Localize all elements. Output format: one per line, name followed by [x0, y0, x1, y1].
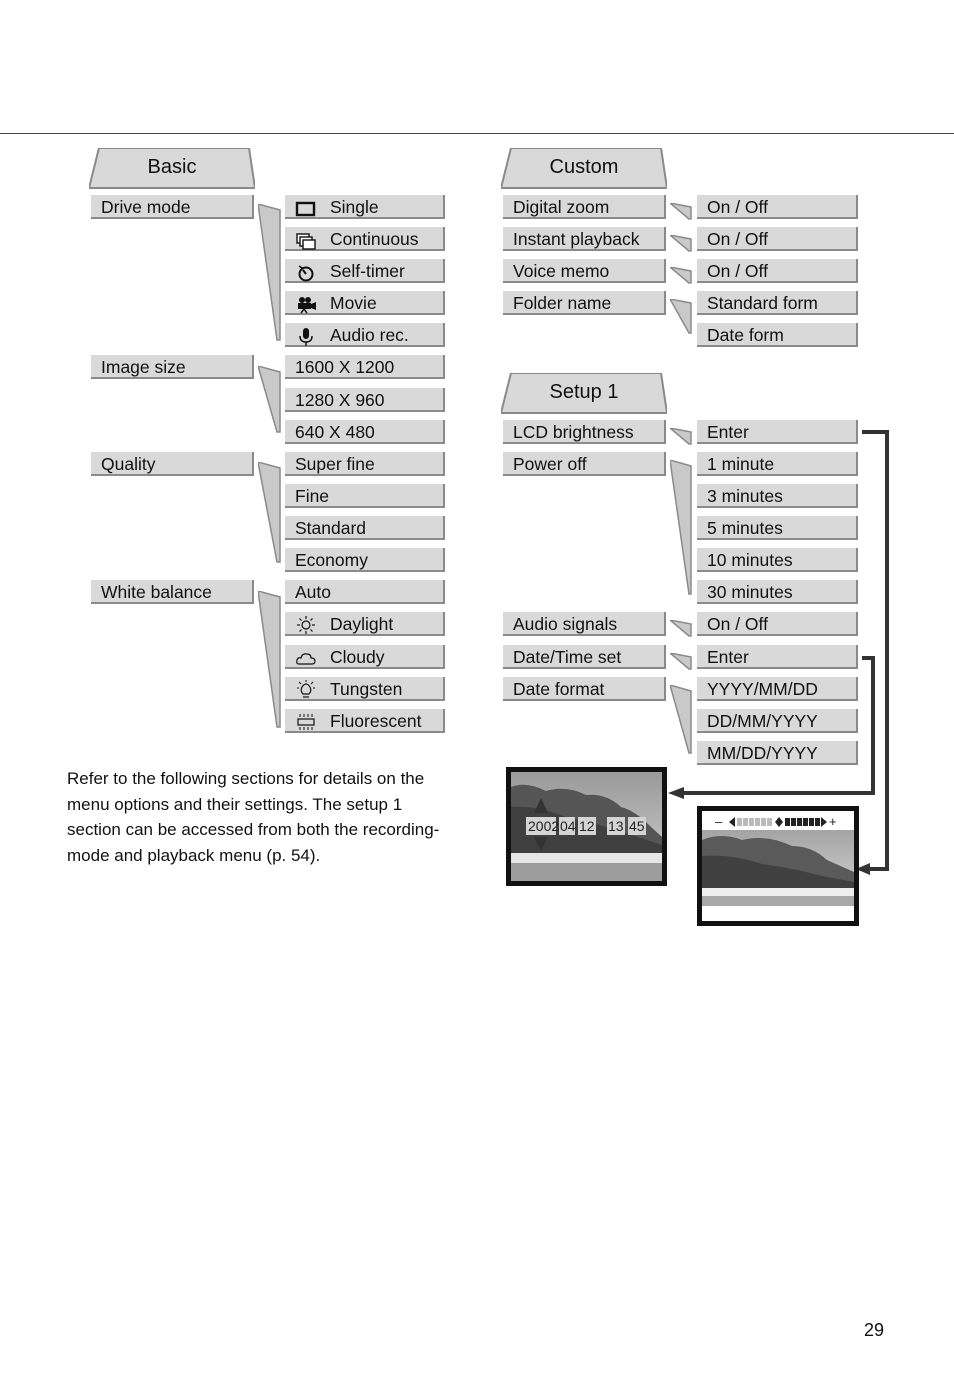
tab-basic[interactable] [89, 148, 255, 188]
menu-item-date-format[interactable]: Date format [503, 677, 666, 701]
option-label: Tungsten [330, 679, 403, 699]
microphone-icon [295, 326, 317, 346]
menu-item-date-time-set[interactable]: Date/Time set [503, 645, 666, 669]
option-label: Self-timer [330, 261, 405, 281]
tab-setup-1-label: Setup 1 [549, 381, 619, 403]
option-label: Audio rec. [330, 325, 409, 345]
option-voice-memo-on-off[interactable]: On / Off [697, 259, 858, 283]
cloud-icon [295, 648, 317, 668]
menu-item-drive-mode[interactable]: Drive mode [91, 195, 254, 219]
brightness-level-bar [737, 817, 820, 827]
menu-item-image-size[interactable]: Image size [91, 355, 254, 379]
menu-item-lcd-brightness[interactable]: LCD brightness [503, 420, 666, 444]
option-self-timer[interactable] [285, 259, 445, 283]
tab-custom-label: Custom [549, 156, 619, 178]
menu-item-voice-memo[interactable]: Voice memo [503, 259, 666, 283]
connector-wedge-drive-mode [258, 204, 282, 344]
menu-item-quality[interactable]: Quality [91, 452, 254, 476]
single-frame-icon [295, 198, 317, 218]
option-10-minutes[interactable]: 10 minutes [697, 548, 858, 572]
connector-wedge-image-size [258, 366, 282, 434]
tab-basic-label: Basic [147, 156, 197, 178]
fluorescent-icon [295, 712, 317, 732]
brightness-plus: + [829, 814, 837, 829]
self-timer-icon [295, 262, 317, 282]
option-fluorescent[interactable] [285, 709, 445, 733]
option-label: Cloudy [330, 647, 385, 667]
arrow-date-time-set [680, 658, 873, 793]
connector-wedge-voice-memo [670, 267, 694, 285]
tab-custom[interactable] [501, 148, 667, 188]
menu-item-folder-name[interactable]: Folder name [503, 291, 666, 315]
option-daylight[interactable] [285, 612, 445, 636]
option-instant-playback-on-off[interactable]: On / Off [697, 227, 858, 251]
movie-camera-icon [295, 294, 317, 314]
menu-item-instant-playback[interactable]: Instant playback [503, 227, 666, 251]
page-number: 29 [864, 1320, 885, 1340]
option-1-minute[interactable]: 1 minute [697, 452, 858, 476]
option-yyyy-mm-dd[interactable]: YYYY/MM/DD [697, 677, 858, 701]
lcd-brightness-screen [697, 806, 859, 926]
option-1600x1200[interactable]: 1600 X 1200 [285, 355, 445, 379]
time-hour: 13 [608, 818, 624, 834]
menu-note: Refer to the following sections for details on the menu options and their settings. The setup 1 section can be accessed from both the recording-mode and playback menu (p. 54). [67, 769, 440, 865]
option-digital-zoom-on-off[interactable]: On / Off [697, 195, 858, 219]
option-640x480[interactable]: 640 X 480 [285, 420, 445, 444]
menu-item-white-balance[interactable]: White balance [91, 580, 254, 604]
arrow-lcd-brightness [862, 432, 887, 869]
option-dd-mm-yyyy[interactable]: DD/MM/YYYY [697, 709, 858, 733]
option-30-minutes[interactable]: 30 minutes [697, 580, 858, 604]
option-super-fine[interactable]: Super fine [285, 452, 445, 476]
option-economy[interactable]: Economy [285, 548, 445, 572]
bulb-icon [295, 680, 317, 700]
connector-wedge-quality [258, 462, 282, 564]
option-audio-signals-on-off[interactable]: On / Off [697, 612, 858, 636]
option-label: Fluorescent [330, 711, 422, 731]
connector-wedge-folder-name [670, 299, 694, 335]
option-1280x960[interactable]: 1280 X 960 [285, 388, 445, 412]
header-rule [0, 133, 954, 134]
option-date-time-enter[interactable]: Enter [697, 645, 858, 669]
date-month: 04 [560, 818, 576, 834]
arrowhead-icon [668, 787, 684, 799]
option-audio-rec[interactable] [285, 323, 445, 347]
option-label: Daylight [330, 614, 394, 634]
option-cloudy[interactable] [285, 645, 445, 669]
option-standard[interactable]: Standard [285, 516, 445, 540]
option-single[interactable] [285, 195, 445, 219]
option-label: Movie [330, 293, 377, 313]
option-5-minutes[interactable]: 5 minutes [697, 516, 858, 540]
time-minute: 45 [629, 818, 645, 834]
option-date-form[interactable]: Date form [697, 323, 858, 347]
date-year: 2002 [528, 818, 560, 834]
option-auto[interactable]: Auto [285, 580, 445, 604]
option-label: Single [330, 197, 379, 217]
sun-icon [295, 615, 317, 635]
option-movie[interactable] [285, 291, 445, 315]
menu-item-power-off[interactable]: Power off [503, 452, 666, 476]
menu-item-digital-zoom[interactable]: Digital zoom [503, 195, 666, 219]
option-tungsten[interactable] [285, 677, 445, 701]
connector-wedge-white-balance [258, 591, 282, 731]
option-continuous[interactable] [285, 227, 445, 251]
date-day: 12 [579, 818, 595, 834]
connector-wedge-instant-playback [670, 235, 694, 253]
continuous-icon [295, 230, 317, 250]
connector-wedge-digital-zoom [670, 203, 694, 221]
option-fine[interactable]: Fine [285, 484, 445, 508]
brightness-minus: – [715, 814, 723, 829]
tab-setup-1[interactable] [501, 373, 667, 413]
menu-item-audio-signals[interactable]: Audio signals [503, 612, 666, 636]
option-lcd-brightness-enter[interactable]: Enter [697, 420, 858, 444]
option-standard-form[interactable]: Standard form [697, 291, 858, 315]
option-label: Continuous [330, 229, 419, 249]
option-3-minutes[interactable]: 3 minutes [697, 484, 858, 508]
option-mm-dd-yyyy[interactable]: MM/DD/YYYY [697, 741, 858, 765]
date-time-screen [506, 767, 667, 886]
